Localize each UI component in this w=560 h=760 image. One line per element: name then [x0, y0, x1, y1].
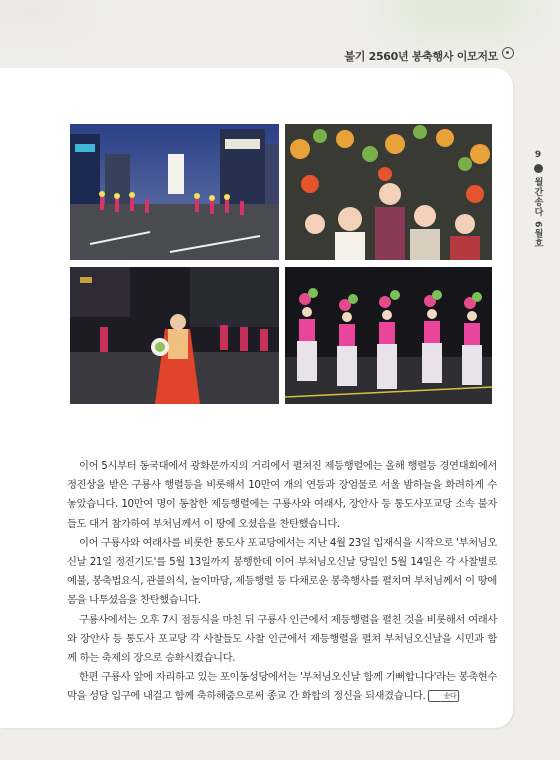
article-paragraph: 구룡사에서는 오후 7시 점등식을 마친 뒤 구룡사 인근에서 제등행렬을 펼친 것을 비롯해서 여래사와 장안사 등 통도사 포교당 각 사찰들도 사찰 인근에서 제등행렬을 펼쳐 부처님오신날을 시민과 함께 하는 축제의 장으로 승화시켰습니다. — [67, 613, 497, 665]
page-number: 9 — [534, 150, 542, 160]
page-header-title: 불기 2560년 봉축행사 이모저모 — [344, 50, 498, 63]
night-street-parade-photo — [70, 124, 279, 260]
hanbok-lantern-dancers-photo — [285, 267, 492, 404]
lantern-crowd-photo — [285, 124, 492, 260]
article-last-paragraph-text: 한편 구룡사 앞에 자리하고 있는 포이동성당에서는 '부처님오신날 함께 기뻐합니다'라는 봉축현수막을 성당 입구에 내걸고 함께 축하해줌으로써 종교 간 화합의 정신을 되새겼습니다. — [67, 671, 497, 703]
dharma-wheel-icon — [502, 47, 514, 59]
background-decoration — [0, 0, 90, 30]
background-decoration — [380, 0, 540, 40]
monk-lantern-walk-photo — [70, 267, 279, 404]
magazine-issue-label: 월간송다 6월호 — [532, 177, 543, 249]
article-end-mark: 송다 — [428, 690, 459, 702]
side-tab — [525, 150, 551, 248]
article-paragraph: 이어 5시부터 동국대에서 광화문까지의 거리에서 펼쳐진 제등행렬에는 올해 행렬등 경연대회에서 정진상을 받은 구룡사 행렬등을 비롯해서 10만여 개의 연등과 장엄물로 서울 밤하늘을 화려하게 수 놓았습니다. 10만여 명이 동참한 제등행렬에는 구룡사와 여래사, 장안사 등 통도사포교당 소속 불자들도 대거 참가하여 부처님께서 이 땅에 오셨음을 찬탄했습니다. — [67, 460, 497, 530]
article-body — [67, 457, 497, 707]
bullet-icon — [534, 164, 543, 173]
article-paragraph: 이어 구룡사와 여래사를 비롯한 통도사 포교당에서는 지난 4월 23일 입재식을 시작으로 '부처님오신날 21일 정진기도'를 5월 13일까지 봉행한데 이어 부처님오신날 당일인 5월 14일은 각 사찰별로 예불, 봉축법요식, 관불의식, 놀이마당, 제등행렬 등 다채로운 봉축행사를 펼치며 부처님께서 이 땅에 몸을 나투셨음을 찬탄했습니다. — [67, 536, 497, 607]
article-paragraph — [67, 668, 497, 706]
